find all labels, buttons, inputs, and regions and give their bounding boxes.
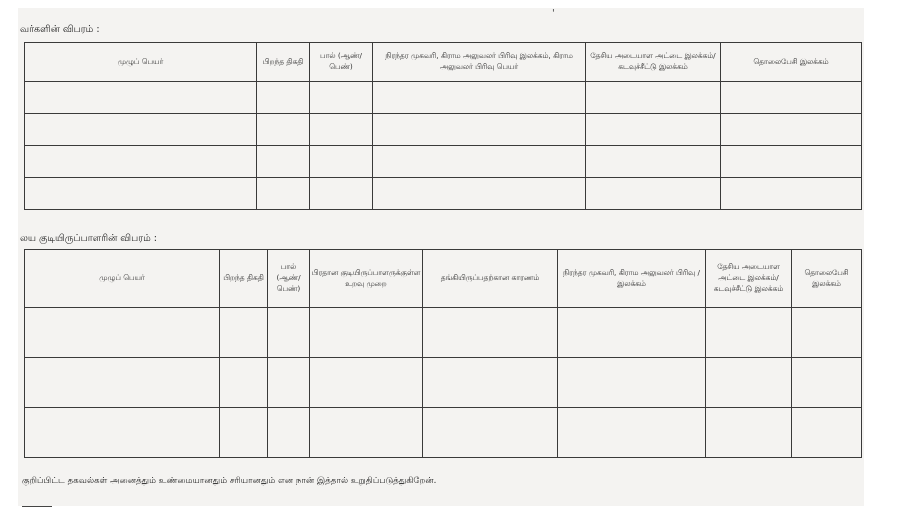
dob-cell[interactable]	[257, 178, 310, 210]
gender-cell[interactable]	[268, 358, 310, 408]
declaration-text: குறிப்பிட்ட தகவல்கள் அனைத்தும் உண்மையானதும் சரியானதும் என நான் இத்தால் உறுதிப்படுத்துகிறேன்.	[22, 476, 437, 486]
col-reason-for-stay: தங்கியிருப்பதற்கான காரணம்	[423, 250, 558, 308]
relationship-cell[interactable]	[310, 358, 423, 408]
name-cell[interactable]	[25, 358, 220, 408]
dob-cell[interactable]	[220, 408, 268, 458]
section2-table	[24, 249, 862, 458]
phone-cell[interactable]	[721, 178, 862, 210]
relationship-cell[interactable]	[310, 308, 423, 358]
section1-title: வர்களின் விபரம் :	[20, 24, 100, 35]
print-mark: '	[552, 8, 555, 19]
section2-title: லய குடியிருப்பாளரின் விபரம் :	[20, 233, 157, 244]
nic-cell[interactable]	[586, 178, 721, 210]
col-nic-passport: தேசிய அடையாள அட்டை இலக்கம்/ கடவுச்சீட்டு இலக்கம்	[706, 250, 792, 308]
address-cell[interactable]	[373, 178, 586, 210]
address-cell[interactable]	[373, 146, 586, 178]
nic-cell[interactable]	[706, 358, 792, 408]
section2-header-row	[25, 250, 862, 308]
col-nic-passport: தேசிய அடையாள அட்டை இலக்கம்/கடவுச்சீட்டு இலக்கம்	[586, 43, 721, 82]
address-cell[interactable]	[558, 358, 706, 408]
col-date-of-birth: பிறந்த திகதி	[257, 43, 310, 82]
nic-cell[interactable]	[706, 408, 792, 458]
relationship-cell[interactable]	[310, 408, 423, 458]
gender-cell[interactable]	[310, 178, 373, 210]
col-phone: தொலைபேசி இலக்கம்	[721, 43, 862, 82]
gender-cell[interactable]	[310, 146, 373, 178]
table-row	[25, 146, 862, 178]
name-cell[interactable]	[25, 308, 220, 358]
col-gender: பால் (ஆண்/ பெண்)	[310, 43, 373, 82]
col-full-name: முழுப் பெயர்	[25, 250, 220, 308]
reason-cell[interactable]	[423, 358, 558, 408]
gender-cell[interactable]	[310, 82, 373, 114]
table-row	[25, 358, 862, 408]
name-cell[interactable]	[25, 146, 257, 178]
table-row	[25, 178, 862, 210]
name-cell[interactable]	[25, 408, 220, 458]
phone-cell[interactable]	[792, 408, 862, 458]
reason-cell[interactable]	[423, 408, 558, 458]
nic-cell[interactable]	[586, 146, 721, 178]
name-cell[interactable]	[25, 114, 257, 146]
table-row	[25, 114, 862, 146]
name-cell[interactable]	[25, 178, 257, 210]
col-date-of-birth: பிறந்த திகதி	[220, 250, 268, 308]
col-full-name: முழுப் பெயர்	[25, 43, 257, 82]
nic-cell[interactable]	[586, 82, 721, 114]
address-cell[interactable]	[373, 114, 586, 146]
phone-cell[interactable]	[792, 358, 862, 408]
nic-cell[interactable]	[586, 114, 721, 146]
phone-cell[interactable]	[792, 308, 862, 358]
address-cell[interactable]	[558, 408, 706, 458]
phone-cell[interactable]	[721, 146, 862, 178]
address-cell[interactable]	[373, 82, 586, 114]
table-row	[25, 82, 862, 114]
gender-cell[interactable]	[268, 408, 310, 458]
dob-cell[interactable]	[220, 308, 268, 358]
section1-header-row	[25, 43, 862, 82]
table-row	[25, 308, 862, 358]
col-gender: பால் (ஆண்/ பெண்)	[268, 250, 310, 308]
dob-cell[interactable]	[220, 358, 268, 408]
gender-cell[interactable]	[268, 308, 310, 358]
phone-cell[interactable]	[721, 82, 862, 114]
dob-cell[interactable]	[257, 114, 310, 146]
dob-cell[interactable]	[257, 82, 310, 114]
table-row	[25, 408, 862, 458]
col-phone: தொலைபேசி இலக்கம்	[792, 250, 862, 308]
col-permanent-address: நிரந்தர முகவரி, கிராம அலுவலர் பிரிவு இலக்கம், கிராம அலுவலர் பிரிவு பெயர்	[373, 43, 586, 82]
signature-line[interactable]	[22, 496, 52, 507]
address-cell[interactable]	[558, 308, 706, 358]
phone-cell[interactable]	[721, 114, 862, 146]
name-cell[interactable]	[25, 82, 257, 114]
nic-cell[interactable]	[706, 308, 792, 358]
section1-table	[24, 42, 862, 210]
col-permanent-address: நிரந்தர முகவரி, கிராம அலுவலர் பிரிவு /இலக்கம்	[558, 250, 706, 308]
dob-cell[interactable]	[257, 146, 310, 178]
col-relationship: பிரதான குடியிருப்பாளருக்குள்ள உறவு முறை	[310, 250, 423, 308]
reason-cell[interactable]	[423, 308, 558, 358]
gender-cell[interactable]	[310, 114, 373, 146]
